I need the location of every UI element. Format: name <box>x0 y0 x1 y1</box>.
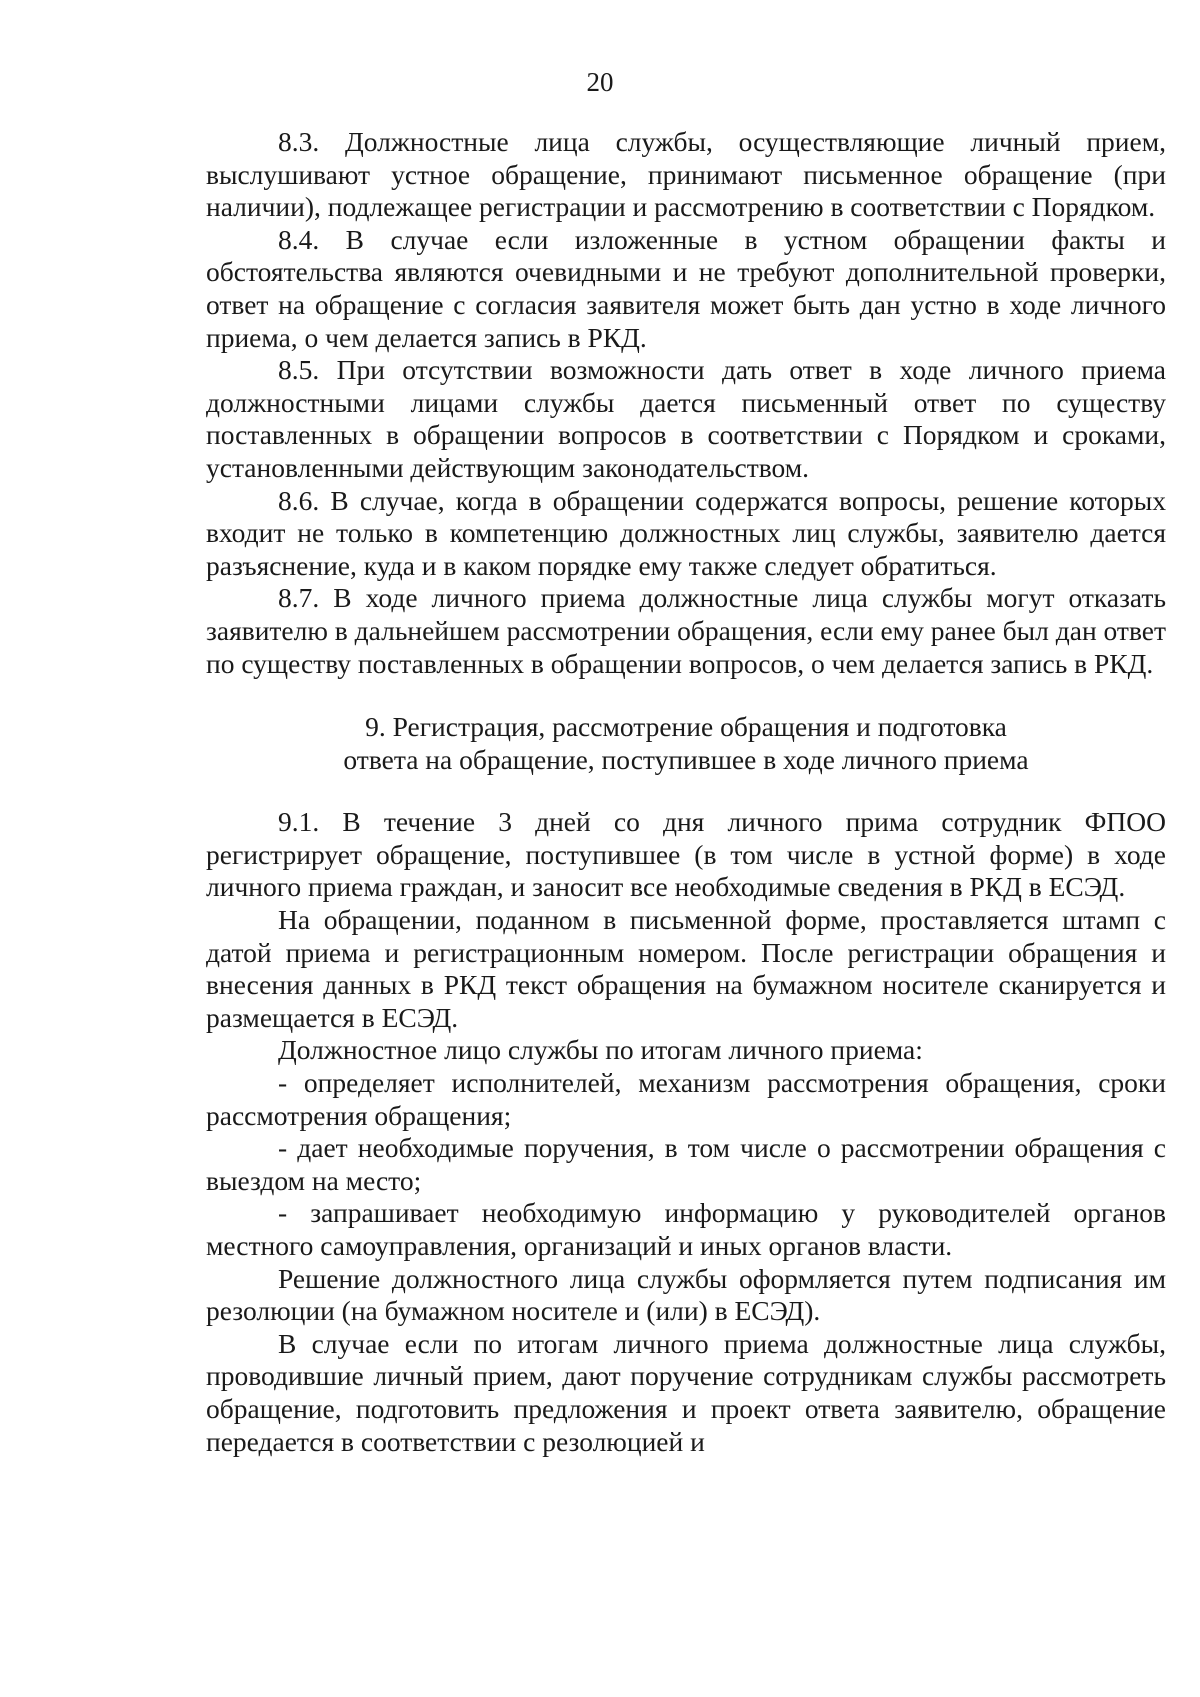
page-number: 20 <box>586 67 614 97</box>
list-item-determines: - определяет исполнителей, механизм рассмотрения обращения, сроки рассмотрения обращения; <box>206 1067 1166 1131</box>
paragraph-official-duties: Должностное лицо службы по итогам личного приема: <box>278 1034 923 1066</box>
section-9-heading <box>206 711 1166 776</box>
paragraph-8-4: 8.4. В случае если изложенные в устном обращении факты и обстоятельства являются очевидными и не требуют дополнительной проверки, ответ на обращение с согласия заявителя может быть дан устно в ходе личного приема, о чем делается запись в РКД. <box>206 223 1166 353</box>
paragraph-stamp: На обращении, поданном в письменной форме, проставляется штамп с датой приема и регистрационным номером. После регистрации обращения и внесения данных в РКД текст обращения на бумажном носителе сканируется и размещается в ЕСЭД. <box>206 904 1166 1033</box>
paragraph-instruction-transfer: В случае если по итогам личного приема должностные лица службы, проводившие личный прием, дают поручение сотрудникам службы рассмотреть обращение, подготовить предложения и проект ответа заявителю, обращение передается в соответствии с резолюцией и <box>206 1327 1166 1457</box>
paragraph-8-3: 8.3. Должностные лица службы, осуществляющие личный прием, выслушивают устное обращение, принимают письменное обращение (при наличии), подлежащее регистрации и рассмотрению в соответствии с Порядком. <box>206 126 1166 223</box>
paragraph-8-6: 8.6. В случае, когда в обращении содержатся вопросы, решение которых входит не только в компетенцию должностных лиц службы, заявителю дается разъяснение, куда и в каком порядке ему также следует обратиться. <box>206 484 1166 581</box>
spacer <box>206 776 1166 806</box>
paragraph-resolution: Решение должностного лица службы оформляется путем подписания им резолюции (на бумажном носителе и (или) в ЕСЭД). <box>206 1262 1166 1327</box>
spacer <box>206 680 1166 711</box>
section-heading-line: 9. Регистрация, рассмотрение обращения и подготовка <box>365 711 1007 743</box>
paragraph-8-5: 8.5. При отсутствии возможности дать ответ в ходе личного приема должностными лицами службы дается письменный ответ по существу поставленных в обращении вопросов в соответствии с Порядком и сроками, установленными действующим законодательством. <box>206 354 1166 483</box>
paragraph-8-7: 8.7. В ходе личного приема должностные лица службы могут отказать заявителю в дальнейшем рассмотрении обращения, если ему ранее был дан ответ по существу поставленных в обращении вопросов, о чем делается запись в РКД. <box>206 582 1166 679</box>
document-body <box>206 126 1166 1458</box>
paragraph-9-1: 9.1. В течение 3 дней со дня личного прима сотрудник ФПОО регистрирует обращение, поступившее (в том числе в устной форме) в ходе личного приема граждан, и заносит все необходимые сведения в РКД в ЕСЭД. <box>206 806 1166 903</box>
list-item-instructions: - дает необходимые поручения, в том числе о рассмотрении обращения с выездом на место; <box>206 1132 1166 1196</box>
list-item-requests: - запрашивает необходимую информацию у руководителей органов местного самоуправления, организаций и иных органов власти. <box>206 1197 1166 1261</box>
section-heading-line: ответа на обращение, поступившее в ходе личного приема <box>343 743 1029 775</box>
